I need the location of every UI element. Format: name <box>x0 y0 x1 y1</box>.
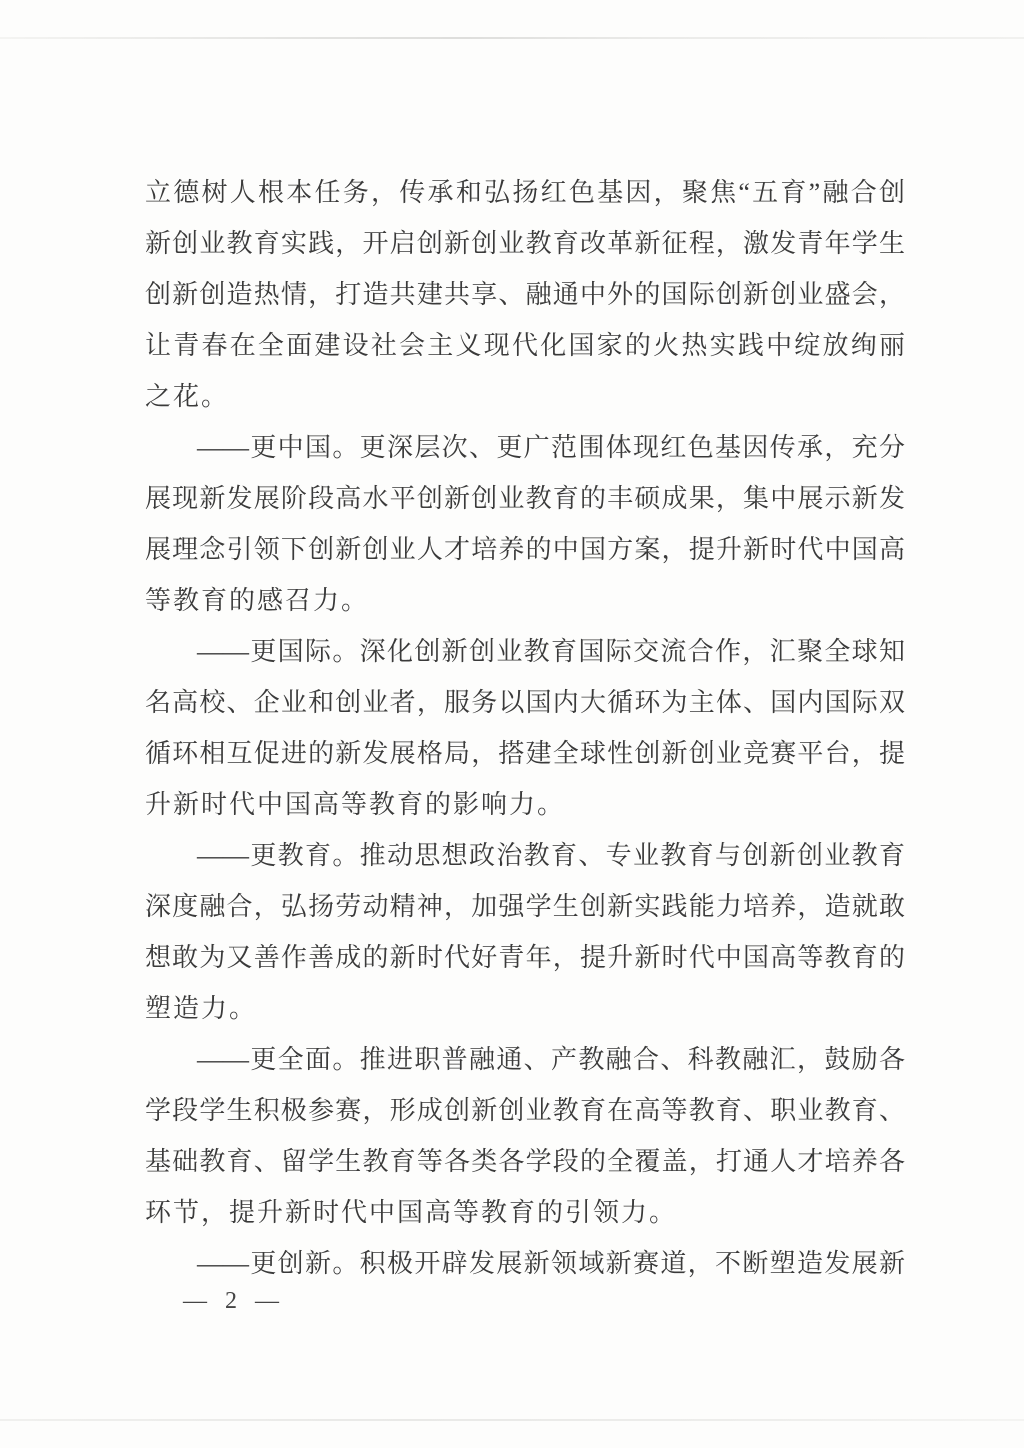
text-line: ——更教育。推动思想政治教育、专业教育与创新创业教育 <box>197 841 905 870</box>
paragraph <box>145 1238 905 1289</box>
text-line: 升新时代中国高等教育的影响力。 <box>145 790 566 819</box>
text-line: 名高校、企业和创业者，服务以国内大循环为主体、国内国际双 <box>145 688 905 717</box>
text-line: ——更国际。深化创新创业教育国际交流合作，汇聚全球知 <box>197 637 905 666</box>
paragraph <box>145 422 905 626</box>
paragraph <box>145 830 905 1034</box>
page-number: — 2 — <box>183 1288 280 1314</box>
text-line: 等教育的感召力。 <box>145 586 370 615</box>
text-line: 基础教育、留学生教育等各类各学段的全覆盖，打通人才培养各 <box>145 1147 905 1176</box>
text-line: 环节，提升新时代中国高等教育的引领力。 <box>145 1198 678 1227</box>
paragraph <box>145 167 905 422</box>
document-body <box>145 167 905 1289</box>
scan-artifact-bottom-line <box>0 1419 1024 1421</box>
text-line: 塑造力。 <box>145 994 258 1023</box>
text-line: 让青春在全面建设社会主义现代化国家的火热实践中绽放绚丽 <box>145 331 905 360</box>
text-line: ——更创新。积极开辟发展新领域新赛道，不断塑造发展新 <box>197 1249 905 1278</box>
text-line: 想敢为又善作善成的新时代好青年，提升新时代中国高等教育的 <box>145 943 905 972</box>
scan-artifact-top-line <box>0 37 1024 39</box>
text-line: 展现新发展阶段高水平创新创业教育的丰硕成果，集中展示新发 <box>145 484 905 513</box>
text-line: 新创业教育实践，开启创新创业教育改革新征程，激发青年学生 <box>145 229 905 258</box>
paragraph <box>145 1034 905 1238</box>
text-line: 创新创造热情，打造共建共享、融通中外的国际创新创业盛会， <box>145 280 905 309</box>
text-line: 学段学生积极参赛，形成创新创业教育在高等教育、职业教育、 <box>145 1096 905 1125</box>
text-line: ——更中国。更深层次、更广范围体现红色基因传承，充分 <box>197 433 905 462</box>
text-line: 深度融合，弘扬劳动精神，加强学生创新实践能力培养，造就敢 <box>145 892 905 921</box>
text-line: 展理念引领下创新创业人才培养的中国方案，提升新时代中国高 <box>145 535 905 564</box>
text-line: 立德树人根本任务，传承和弘扬红色基因，聚焦“五育”融合创 <box>145 178 905 207</box>
text-line: 之花。 <box>145 382 230 411</box>
text-line: ——更全面。推进职普融通、产教融合、科教融汇，鼓励各 <box>197 1045 905 1074</box>
paragraph <box>145 626 905 830</box>
text-line: 循环相互促进的新发展格局，搭建全球性创新创业竞赛平台，提 <box>145 739 905 768</box>
